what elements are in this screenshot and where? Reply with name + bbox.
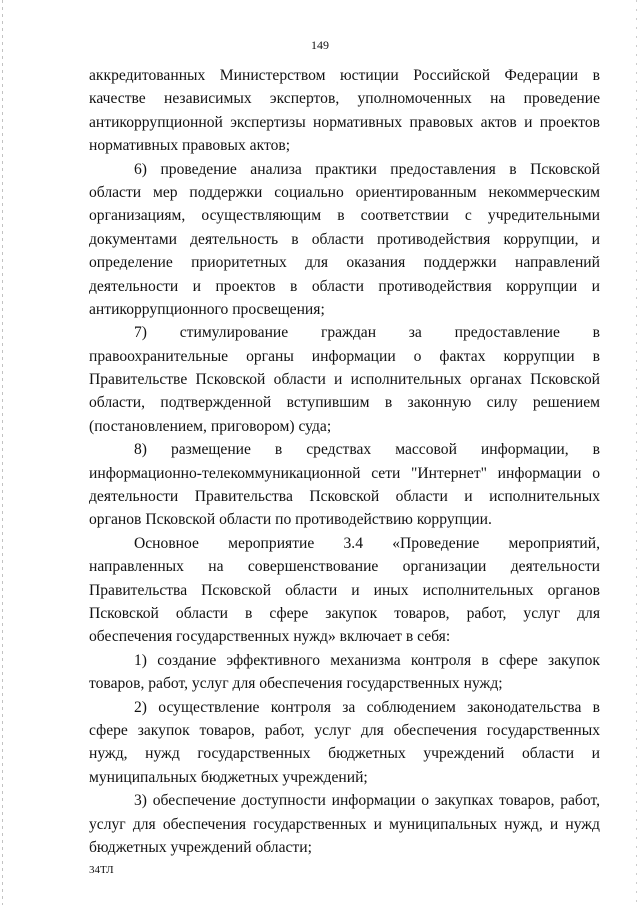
text-line: услуг для обеспечения государственных и муниципальных нужд, и нужд <box>89 815 600 833</box>
text-line: товаров, работ, услуг для обеспечения государственных нужд; <box>89 675 503 693</box>
text-line: правоохранительные органы информации о фактах коррупции в <box>89 347 600 365</box>
text-line: органов Псковской области по противодействию коррупции. <box>89 511 492 529</box>
text-line: Основное мероприятие 3.4 «Проведение мероприятий, <box>134 534 600 552</box>
text-line: 2) осуществление контроля за соблюдением законодательства в <box>134 698 600 716</box>
text-line: качестве независимых экспертов, уполномоченных на проведение <box>89 90 600 108</box>
text-line: документами деятельность в области противодействия коррупции, и <box>89 230 600 248</box>
document-body <box>89 64 600 859</box>
text-line: антикоррупционного просвещения; <box>89 300 325 318</box>
text-line: направленных на совершенствование организации деятельности <box>89 558 600 576</box>
text-line: Правительства Псковской области и иных исполнительных органов <box>89 581 600 599</box>
text-line: (постановлением, приговором) суда; <box>89 417 332 435</box>
text-line: Правительстве Псковской области и исполнительных органах Псковской <box>89 371 600 389</box>
text-line: сфере закупок товаров, работ, услуг для обеспечения государственных <box>89 721 600 739</box>
text-line: 7) стимулирование граждан за предоставление в <box>134 324 600 342</box>
text-line: антикоррупционной экспертизы нормативных правовых актов и проектов <box>89 113 600 131</box>
text-line: определение приоритетных для оказания поддержки направлений <box>89 254 600 272</box>
text-line: Псковской области в сфере закупок товаров, работ, услуг для <box>89 604 600 622</box>
text-line: области мер поддержки социально ориентированным некоммерческим <box>89 183 600 201</box>
page-number: 149 <box>311 38 329 52</box>
text-line: 1) создание эффективного механизма контроля в сфере закупок <box>134 651 600 669</box>
scan-edge-right <box>636 0 637 905</box>
text-line: организациям, осуществляющим в соответствии с учредительными <box>89 207 600 225</box>
text-line: деятельности и проектов в области противодействия коррупции и <box>89 277 600 295</box>
text-line: 6) проведение анализа практики предоставления в Псковской <box>134 160 600 178</box>
text-line: аккредитованных Министерством юстиции Российской Федерации в <box>89 67 600 84</box>
text-line: деятельности Правительства Псковской области и исполнительных <box>89 488 600 506</box>
text-line: информационно-телекоммуникационной сети "Интернет" информации о <box>89 464 600 482</box>
text-line: муниципальных бюджетных учреждений; <box>89 768 368 786</box>
text-line: бюджетных учреждений области; <box>89 838 312 856</box>
text-line: 3) обеспечение доступности информации о закупках товаров, работ, <box>134 792 600 810</box>
text-line: нормативных правовых актов; <box>89 137 291 155</box>
text-line: 8) размещение в средствах массовой информации, в <box>134 441 600 459</box>
footer-code: 34ТЛ <box>89 864 114 876</box>
text-line: нужд, нужд государственных бюджетных учреждений области и <box>89 745 600 763</box>
text-line: области, подтвержденной вступившим в законную силу решением <box>89 394 600 412</box>
text-line: обеспечения государственных нужд» включает в себя: <box>89 628 451 646</box>
scan-edge-left <box>2 0 3 905</box>
